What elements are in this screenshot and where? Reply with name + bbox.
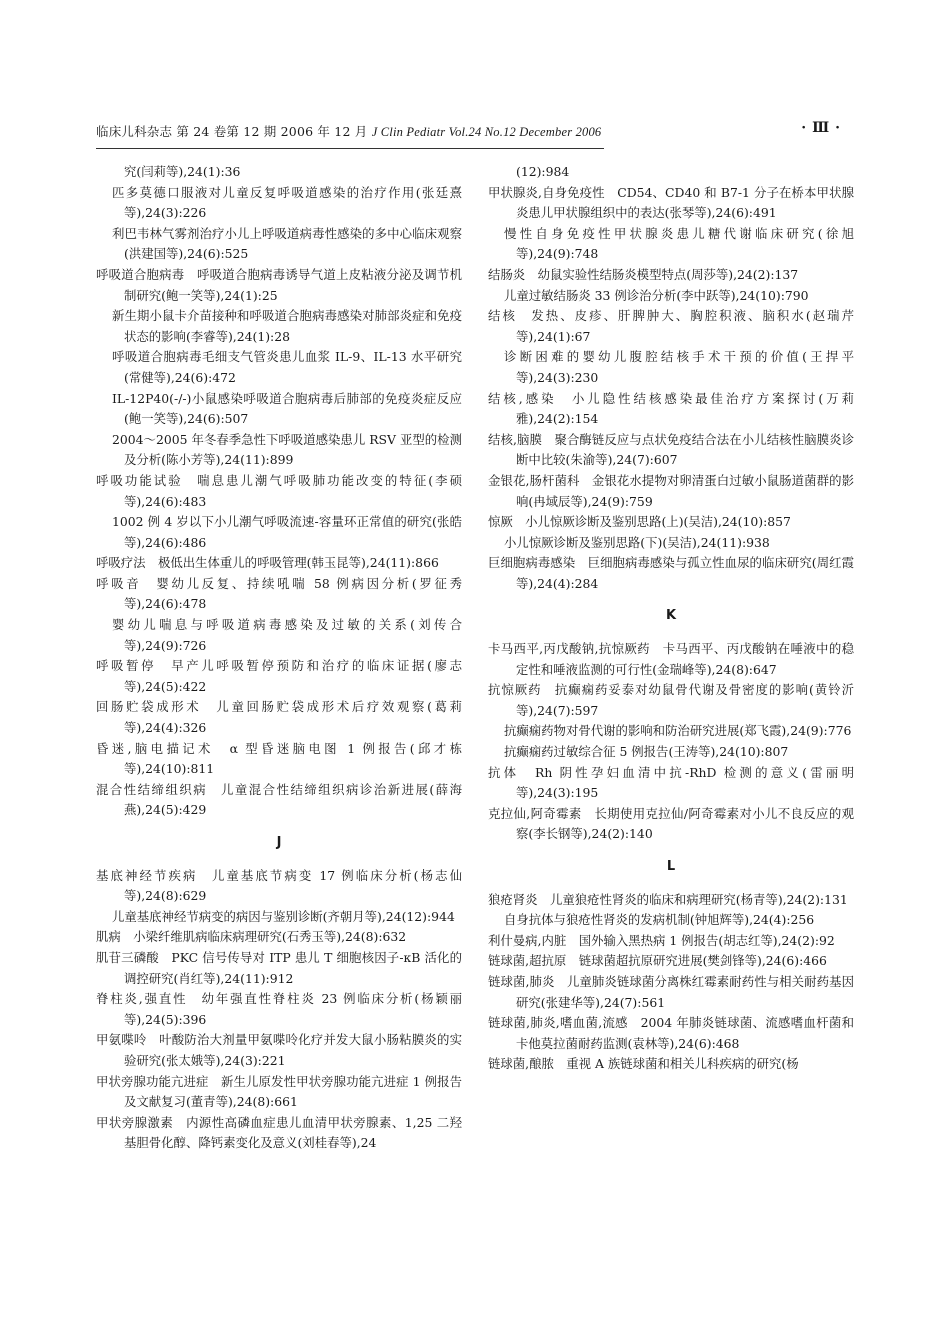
index-entry-text: 小儿隐性结核感染最佳治疗方案探讨(万莉雅),24(2):154	[516, 390, 854, 427]
index-entry	[96, 1030, 462, 1071]
index-entry-text: 抗癫痫药妥泰对幼鼠骨代谢及骨密度的影响(黄铃沂等),24(7):597	[516, 682, 854, 718]
index-keyword: 金银花,肠杆菌科	[488, 472, 592, 488]
index-entry-text: 婴幼儿反复、持续吼喘 58 例病因分析(罗征秀等),24(6):478	[124, 575, 463, 612]
index-entry-text: 小梁纤维肌病临床病理研究(石秀玉等),24(8):632	[133, 929, 407, 945]
index-entry	[488, 639, 854, 680]
index-entry-text: 诊断困难的婴幼儿腹腔结核手术干预的价值(王捍平等),24(3):230	[504, 349, 854, 385]
index-keyword: 甲氨喋呤	[96, 1032, 160, 1048]
index-entry	[96, 162, 462, 183]
journal-title-en: J Clin Pediatr Vol.24 No.12 December 2006	[371, 125, 602, 139]
index-entry	[96, 780, 462, 821]
index-entry	[96, 471, 462, 512]
index-entry-text: 幼年强直性脊柱炎 23 例临床分析(杨颖丽等),24(5):396	[124, 991, 462, 1027]
index-entry	[488, 265, 854, 286]
index-entry	[96, 866, 462, 907]
index-entry-text: 抗癫痫药过敏综合征 5 例报告(王涛等),24(10):807	[504, 744, 789, 760]
index-keyword: 抗体	[488, 764, 536, 780]
index-entry-text: 究(闫莉等),24(1):36	[124, 164, 241, 179]
index-entry	[488, 1013, 854, 1054]
index-keyword: 基底神经节疾病	[96, 867, 212, 883]
index-entry	[488, 347, 854, 388]
index-entry	[96, 1072, 462, 1113]
index-entry	[488, 183, 854, 224]
index-keyword: 甲状旁腺功能亢进症	[96, 1073, 222, 1089]
index-entry-text: 2004～2005 年冬春季急性下呼吸道感染患儿 RSV 亚型的检测及分析(陈小芳等),24(11):899	[112, 431, 462, 468]
index-entry-text: 长期使用克拉仙/阿奇霉素对小儿不良反应的观察(李长钢等),24(2):140	[516, 805, 854, 842]
index-entry-text: 自身抗体与狼疮性肾炎的发病机制(钟旭辉等),24(4):256	[504, 912, 815, 928]
index-entry-text: 儿童肺炎链球菌分离株红霉素耐药性与相关耐药基因研究(张建华等),24(7):561	[516, 973, 854, 1010]
journal-title-cn: 临床儿科杂志 第 24 卷第 12 期 2006 年 12 月	[96, 124, 368, 139]
index-entry	[96, 306, 462, 347]
index-entry-text: 国外输入黑热病 1 例报告(胡志红等),24(2):92	[578, 932, 835, 948]
index-entry-text: 聚合酶链反应与点状免疫结合法在小儿结核性脑膜炎诊断中比较(朱渝等),24(7):607	[516, 431, 854, 468]
index-entry	[488, 389, 854, 430]
index-entry-text: 利巴韦林气雾剂治疗小儿上呼吸道病毒性感染的多中心临床观察(洪建国等),24(6):525	[112, 225, 462, 262]
index-entry	[96, 389, 462, 430]
index-entry-text: 小儿惊厥诊断及鉴别思路(上)(吴洁),24(10):857	[525, 514, 791, 530]
index-entry	[96, 1113, 462, 1154]
index-entry	[488, 286, 854, 307]
index-keyword: 结核	[488, 308, 532, 324]
index-entry-text: 喘息患儿潮气呼吸肺功能改变的特征(李硕等),24(6):483	[124, 472, 462, 509]
index-entry-text: 新生儿原发性甲状旁腺功能亢进症 1 例报告及文献复习(董青等),24(8):661	[124, 1073, 462, 1110]
left-column	[96, 162, 462, 1154]
index-entry	[488, 1054, 854, 1075]
index-keyword: 呼吸暂停	[96, 658, 172, 674]
index-entry	[488, 742, 854, 763]
index-entry-text: 小儿惊厥诊断及鉴别思路(下)(吴洁),24(11):938	[504, 534, 770, 550]
index-entry-text: PKC 信号传导对 ITP 患儿 T 细胞核因子-κB 活化的调控研究(肖红等),24(11):912	[124, 949, 463, 986]
index-entry-text: 1002 例 4 岁以下小儿潮气呼吸流速-容量环正常值的研究(张皓等),24(6):486	[112, 514, 462, 550]
section-letter: K	[665, 608, 677, 624]
index-entry	[488, 512, 854, 533]
index-keyword: 利什曼病,内脏	[488, 932, 579, 948]
index-keyword: 结肠炎	[488, 266, 538, 282]
index-keyword: 脊柱炎,强直性	[96, 991, 202, 1007]
index-entry-text: 叶酸防治大剂量甲氨喋呤化疗并发大鼠小肠粘膜炎的实验研究(张太娥等),24(3):221	[124, 1032, 463, 1068]
index-entry-text: 儿童混合性结缔组织病诊治新进展(薛海燕),24(5):429	[124, 781, 462, 818]
index-entry-text: 幼鼠实验性结肠炎模型特点(周莎等),24(2):137	[537, 266, 799, 282]
index-entry	[96, 927, 462, 948]
index-keyword: 链球菌,肺炎	[488, 973, 567, 989]
index-entry-text: 抗癫痫药物对骨代谢的影响和防治研究进展(郑飞霞),24(9):776	[504, 723, 852, 739]
section-letter: J	[276, 835, 282, 850]
index-entry	[488, 763, 854, 804]
index-keyword: 混合性结缔组织病	[96, 781, 222, 797]
index-keyword: 克拉仙,阿奇霉素	[488, 805, 595, 821]
index-keyword: 链球菌,超抗原	[488, 953, 579, 969]
index-entry	[488, 224, 854, 265]
index-entry	[96, 656, 462, 697]
index-entry-text: 极低出生体重儿的呼吸管理(韩玉昆等),24(11):866	[157, 555, 439, 571]
index-entry-text: (12):984	[516, 164, 570, 179]
running-header	[96, 122, 846, 144]
index-entry	[96, 347, 462, 388]
index-entry-text: 重视 A 族链球菌和相关儿科疾病的研究(杨	[566, 1056, 799, 1072]
index-entry	[488, 680, 854, 721]
index-entry	[488, 471, 854, 512]
header-rule	[96, 148, 604, 149]
index-entry-text: 巨细胞病毒感染与孤立性血尿的临床研究(周红霞等),24(4):284	[516, 555, 855, 591]
index-entry	[96, 615, 462, 656]
index-entry	[488, 721, 854, 742]
index-keyword: 链球菌,酿脓	[488, 1056, 567, 1072]
index-entry-text: CD54、CD40 和 B7-1 分子在桥本甲状腺炎患儿甲状腺组织中的表达(张琴等),24(6):491	[516, 184, 854, 221]
index-entry	[488, 890, 854, 911]
index-entry	[96, 989, 462, 1030]
index-entry	[488, 951, 854, 972]
index-entry	[96, 948, 462, 989]
index-entry	[96, 553, 462, 574]
index-keyword: 结核,感染	[488, 390, 572, 406]
index-entry	[96, 739, 462, 780]
index-keyword: 惊厥	[488, 514, 526, 530]
index-entry-text: 链球菌超抗原研究进展(樊剑锋等),24(6):466	[578, 953, 827, 969]
index-entry	[96, 430, 462, 471]
index-keyword: 肌苷三磷酸	[96, 949, 172, 965]
index-entry-text: 儿童基底神经节病变的病因与鉴别诊断(齐朝月等),24(12):944	[112, 908, 455, 924]
index-keyword: 回肠贮袋成形术	[96, 699, 217, 715]
index-entry-text: 发热、皮疹、肝脾肿大、胸腔积液、脑积水(赵瑞芹等),24(1):67	[516, 308, 854, 344]
index-entry	[96, 224, 462, 265]
index-entry-text: 儿童基底节病变 17 例临床分析(杨志仙等),24(8):629	[124, 867, 462, 904]
index-keyword: 甲状旁腺激素	[96, 1114, 187, 1130]
index-entry	[488, 910, 854, 931]
index-entry	[488, 306, 854, 347]
index-entry	[488, 931, 854, 952]
index-keyword: 呼吸疗法	[96, 555, 158, 571]
index-entry-text: 儿童狼疮性肾炎的临床和病理研究(杨青等),24(2):131	[549, 891, 848, 907]
index-entry-text: α 型昏迷脑电图 1 例报告(邱才栋等),24(10):811	[124, 740, 462, 777]
section-letter: L	[666, 859, 676, 874]
index-entry-text: Rh 阴性孕妇血清中抗-RhD 检测的意义(雷丽明等),24(3):195	[516, 764, 854, 801]
index-entry	[488, 533, 854, 554]
index-keyword: 呼吸功能试验	[96, 472, 198, 488]
index-entry-text: 早产儿呼吸暂停预防和治疗的临床证据(廖志等),24(5):422	[124, 658, 462, 694]
index-entry	[96, 265, 462, 306]
index-entry-text: 婴幼儿喘息与呼吸道病毒感染及过敏的关系(刘传合等),24(9):726	[112, 617, 462, 653]
index-entry	[488, 804, 854, 845]
index-entry	[488, 430, 854, 471]
index-entry	[488, 162, 854, 183]
index-entry	[96, 183, 462, 224]
index-entry	[488, 972, 854, 1013]
index-entry-text: 慢性自身免疫性甲状腺炎患儿糖代谢临床研究(徐旭等),24(9):748	[504, 225, 854, 262]
page-number: ·Ⅲ·	[801, 120, 846, 136]
index-entry	[96, 574, 462, 615]
index-keyword: 呼吸音	[96, 575, 157, 591]
index-keyword: 抗惊厥药	[488, 682, 555, 698]
index-entry-text: 内源性高磷血症患儿血清甲状旁腺素、1,25 二羟基胆骨化醇、降钙素变化及意义(刘桂春等),24	[124, 1114, 463, 1151]
index-entry-text: 儿童过敏结肠炎 33 例诊治分析(李中跃等),24(10):790	[504, 287, 809, 303]
index-entry	[96, 907, 462, 928]
index-keyword: 卡马西平,丙戊酸钠,抗惊厥药	[488, 641, 663, 657]
index-entry-text: 2004 年肺炎链球菌、流感嗜血杆菌和卡他莫拉菌耐药监测(袁林等),24(6):468	[516, 1015, 854, 1051]
index-keyword: 昏迷,脑电描记术	[96, 740, 230, 756]
index-entry-text: 呼吸道合胞病毒毛细支气管炎患儿血浆 IL-9、IL-13 水平研究(常健等),24(6):472	[112, 349, 462, 385]
index-keyword: 肌病	[96, 929, 134, 945]
index-entry-text: IL-12P40(-/-)小鼠感染呼吸道合胞病毒后肺部的免疫炎症反应(鲍一笑等),24(6):507	[112, 390, 462, 427]
index-entry-text: 呼吸道合胞病毒诱导气道上皮粘液分泌及调节机制研究(鲍一笑等),24(1):25	[124, 266, 462, 303]
index-entry	[96, 512, 462, 553]
index-entry-text: 新生期小鼠卡介苗接种和呼吸道合胞病毒感染对肺部炎症和免疫状态的影响(李睿等),24(1):28	[112, 308, 462, 344]
index-keyword: 呼吸道合胞病毒	[96, 266, 198, 282]
index-keyword: 狼疮肾炎	[488, 891, 550, 907]
index-keyword: 甲状腺炎,自身免疫性	[488, 184, 618, 200]
index-keyword: 巨细胞病毒感染	[488, 555, 588, 571]
index-keyword: 结核,脑膜	[488, 431, 555, 447]
index-entry-text: 匹多莫德口服液对儿童反复呼吸道感染的治疗作用(张廷熹等),24(3):226	[112, 184, 462, 221]
index-entry-text: 儿童回肠贮袋成形术后疗效观察(葛莉等),24(4):326	[124, 699, 462, 736]
index-entry-text: 金银花水提物对卵清蛋白过敏小鼠肠道菌群的影响(冉域辰等),24(9):759	[516, 472, 854, 509]
index-keyword: 链球菌,肺炎,嗜血菌,流感	[488, 1015, 641, 1031]
index-entry	[488, 553, 854, 594]
index-entry	[96, 697, 462, 738]
index-entry-text: 卡马西平、丙戊酸钠在唾液中的稳定性和唾液监测的可行性(金瑞峰等),24(8):647	[516, 641, 854, 677]
right-column	[488, 162, 854, 1075]
